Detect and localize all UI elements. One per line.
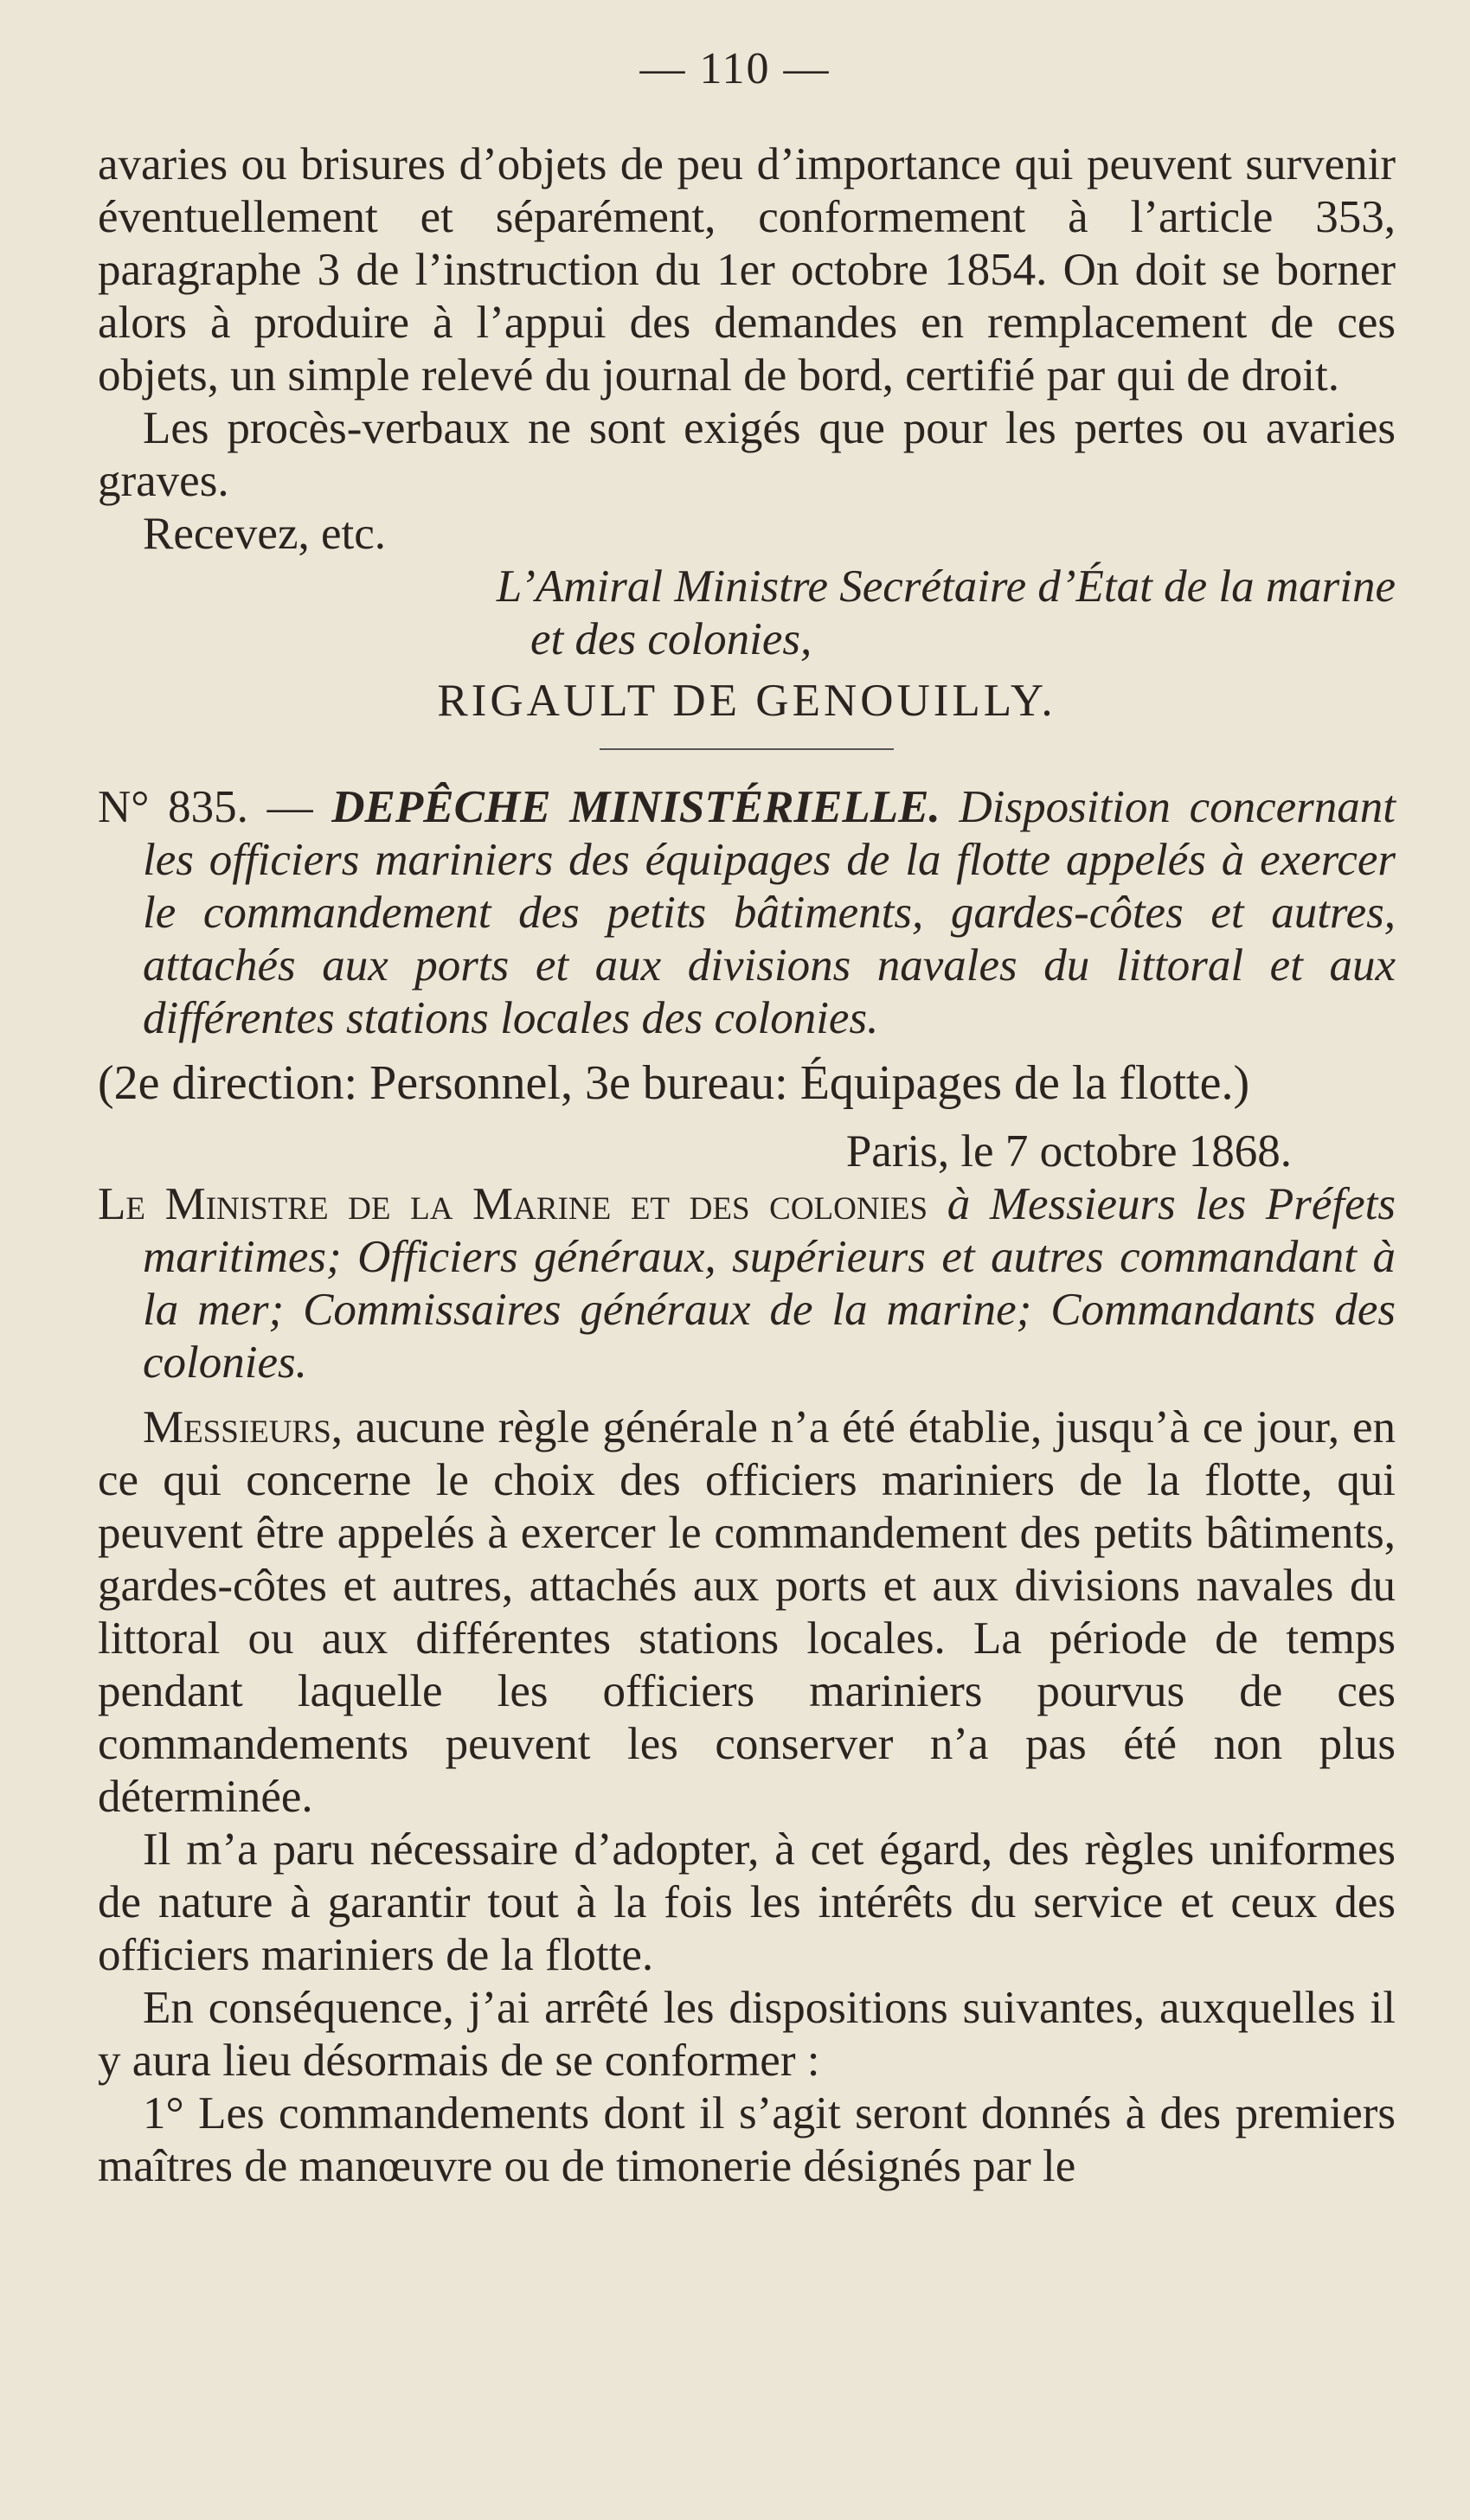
paragraph-no-rule (98, 1401, 1396, 1824)
address-recipients: à Messieurs les Préfets maritimes; Officiers généraux, supérieurs et autres commandant à la mer; Commissaires généraux de la marine; Commandants des colonies. (143, 1179, 1396, 1388)
signatory-title: L’Amiral Ministre Secrétaire d’État de la marine (496, 561, 1396, 612)
page-number: — 110 — (639, 44, 831, 93)
dispatch-number: N° 835. — (98, 782, 313, 832)
signatory-title-cont: et des colonies, (530, 614, 812, 664)
address-sender: Le Ministre de la Marine et des colonies (98, 1179, 928, 1229)
paragraph-uniform-rules: Il m’a paru nécessaire d’adopter, à cet égard, des règles uniformes de nature à garantir tout à la fois les intérêts du service et ceux des officiers mariniers de la flotte. (98, 1824, 1396, 1980)
dispatch-heading (98, 781, 1396, 1045)
paragraph-dispositions: En conséquence, j’ai arrêté les dispositions suivantes, auxquelles il y aura lieu désormais de se conformer : (98, 1983, 1396, 2086)
dispatch-subject: Disposition concernant les officiers mariniers des équipages de la flotte appelés à exercer le commandement des petits bâtiments, gardes-côtes et autres, attachés aux ports et aux divisions navales du littoral et aux différentes stations locales des colonies. (143, 782, 1396, 1043)
salutation: Messieurs, (143, 1402, 343, 1452)
text-body (98, 138, 1396, 2193)
signatory-name: RIGAULT DE GENOUILLY. (437, 676, 1056, 726)
closing-formula: Recevez, etc. (143, 509, 386, 559)
direction-line: (2e direction: Personnel, 3e bureau: Équipages de la flotte.) (98, 1056, 1250, 1110)
paragraph-continuation: avaries ou brisures d’objets de peu d’importance qui peuvent survenir éventuellement et séparément, conformement à l’article 353, paragraphe 3 de l’instruction du 1er octobre 1854. On doit se borner alors à produire à l’appui des demandes en remplacement de ces objets, un simple relevé du journal de bord, certifié par qui de droit. (98, 139, 1396, 401)
paragraph-proces-verbaux: Les procès-verbaux ne sont exigés que pour les pertes ou avaries graves. (98, 403, 1396, 506)
section-divider (600, 748, 894, 750)
dispatch-type: DEPÊCHE MINISTÉRIELLE. (331, 782, 940, 832)
date-line: Paris, le 7 octobre 1868. (845, 1126, 1292, 1177)
paragraph-no-rule-text: aucune règle générale n’a été établie, jusqu’à ce jour, en ce qui concerne le choix des officiers mariniers de la flotte, qui peuvent être appelés à exercer le commandement des petits bâtiments, gardes-côtes et autres, attachés aux ports et aux divisions navales du littoral ou aux différentes stations locales. La période de temps pendant laquelle les officiers mariniers pourvus de ces commandements peuvent les conserver n’a pas été non plus déterminée. (98, 1402, 1396, 1822)
paragraph-article-1: 1° Les commandements dont il s’agit seront donnés à des premiers maîtres de manœuvre ou de timonerie désignés par le (98, 2088, 1396, 2191)
address-block (98, 1178, 1396, 1389)
